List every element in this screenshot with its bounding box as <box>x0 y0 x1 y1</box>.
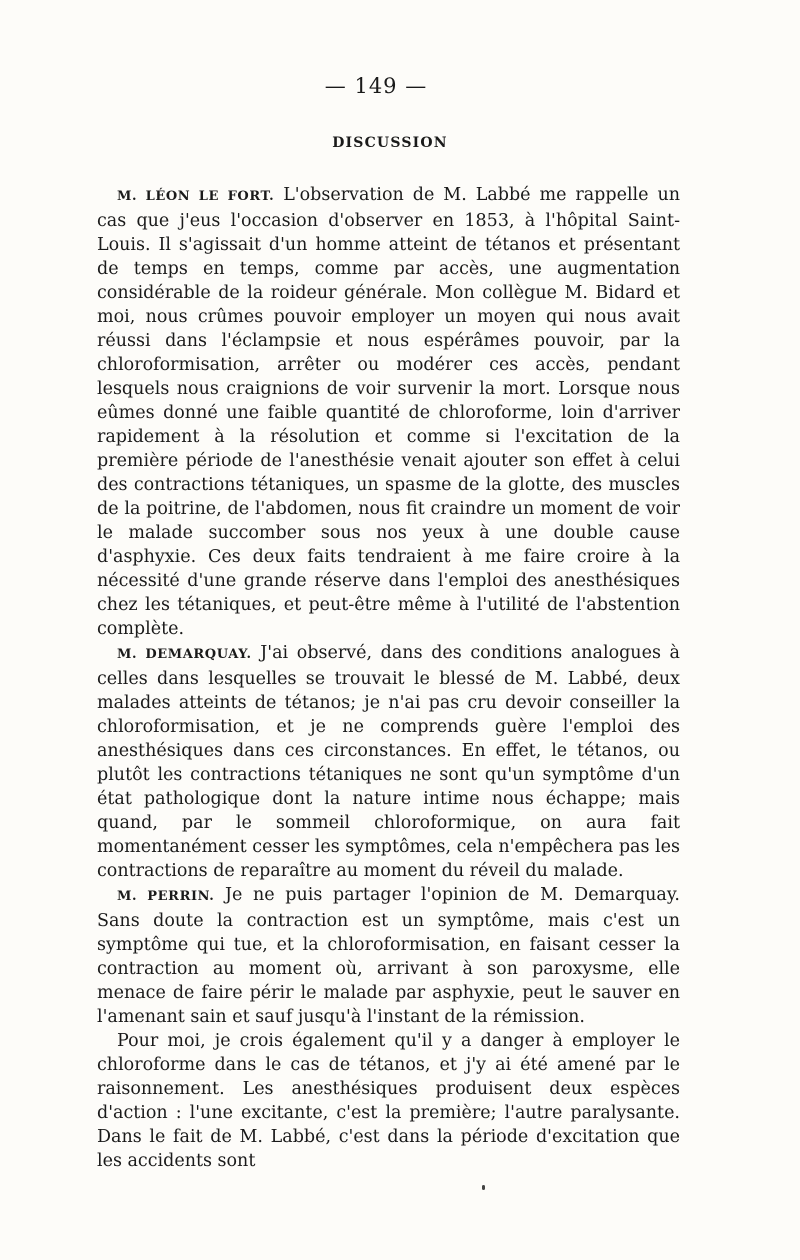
section-heading: DISCUSSION <box>332 135 448 151</box>
speaker-le-fort: M. LÉON LE FORT. <box>117 189 275 204</box>
page-number: — 149 — <box>324 74 428 98</box>
paragraph-perrin <box>97 883 680 1029</box>
paragraph-text: Je ne puis partager l'opinion de M. Demarquay. Sans doute la contraction est un symptôme, mais c'est un symptôme qui tue, et la chloroformisation, en faisant cesser la contraction au moment où, arrivant à son paroxysme, elle menace de faire périr le malade par asphyxie, peut le sauver en l'amenant sain et sauf jusqu'à l'instant de la rémission. <box>97 885 680 1027</box>
speaker-demarquay: M. DEMARQUAY. <box>117 647 252 662</box>
paragraph-text: J'ai observé, dans des conditions analogues à celles dans lesquelles se trouvait le blessé de M. Labbé, deux malades atteints de tétanos; je n'ai pas cru devoir conseiller la chloroformisation, et je ne comprends guère l'emploi des anesthésiques dans ces circonstances. En effet, le tétanos, ou plutôt les contractions tétaniques ne sont qu'un symptôme d'un état pathologique dont la nature intime nous échappe; mais quand, par le sommeil chloroformique, on aura fait momentanément cesser les symptômes, cela n'empêchera pas les contractions de reparaître au moment du réveil du malade. <box>97 643 680 881</box>
paragraph-demarquay <box>97 641 680 883</box>
paragraph-perrin-continued <box>97 1029 680 1173</box>
paragraph-text: Pour moi, je crois également qu'il y a danger à employer le chloroforme dans le cas de tétanos, et j'y ai été amené par le raisonnement. Les anesthésiques produisent deux espèces d'action : l'une excitante, c'est la première; l'autre paralysante. Dans le fait de M. Labbé, c'est dans la période d'excitation que les accidents sont <box>97 1031 680 1171</box>
paragraph-text: L'observation de M. Labbé me rappelle un cas que j'eus l'occasion d'observer en 1853, à l'hôpital Saint-Louis. Il s'agissait d'un homme atteint de tétanos et présentant de temps en temps, comme par accès, une augmentation considérable de la roideur générale. Mon collègue M. Bidard et moi, nous crûmes pouvoir employer un moyen qui nous avait réussi dans l'éclampsie et nous espérâmes pouvoir, par la chloroformisation, arrêter ou modérer ces accès, pendant lesquels nous craignions de voir survenir la mort. Lorsque nous eûmes donné une faible quantité de chloroforme, loin d'arriver rapidement à la résolution et comme si l'excitation de la première période de l'anesthésie venait ajouter son effet à celui des contractions tétaniques, un spasme de la glotte, des muscles de la poitrine, de l'abdomen, nous fit craindre un moment de voir le malade succomber sous nos yeux à une double cause d'asphyxie. Ces deux faits tendraient à me faire croire à la nécessité d'une grande réserve dans l'emploi des anesthésiques chez les tétaniques, et peut-être même à l'utilité de l'abstention complète. <box>97 185 680 639</box>
ink-speck <box>482 1185 485 1190</box>
speaker-perrin: M. PERRIN. <box>117 889 215 904</box>
paragraph-le-fort <box>97 183 680 641</box>
discussion-body <box>97 183 680 1173</box>
